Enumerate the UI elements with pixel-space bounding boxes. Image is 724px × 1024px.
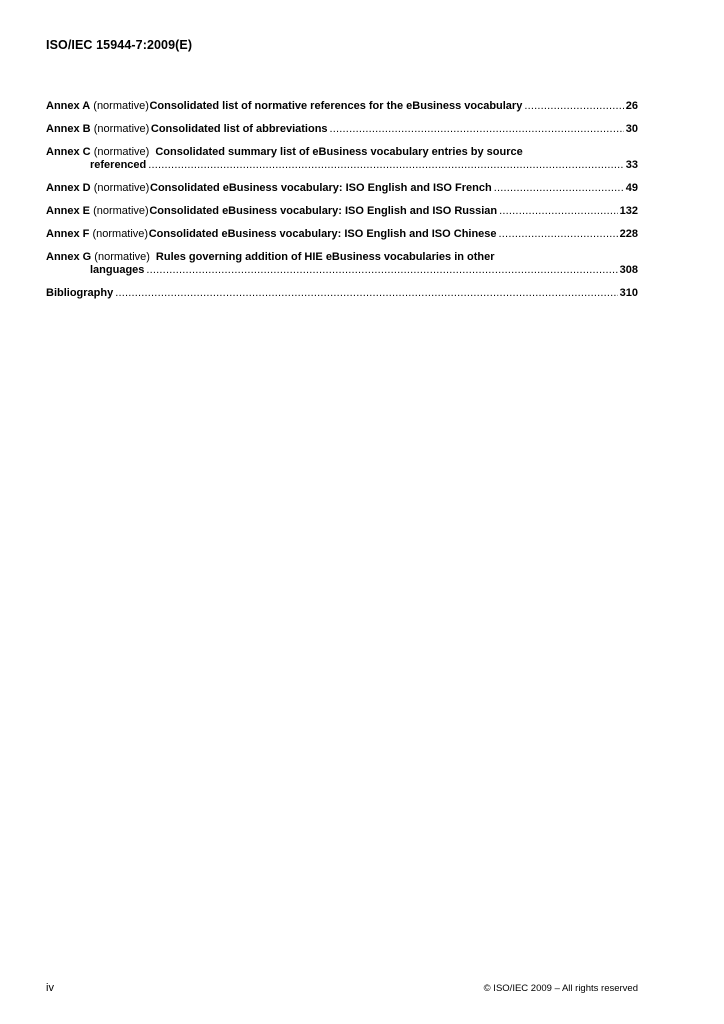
- leader-dots: [330, 123, 624, 136]
- page-number: 49: [625, 182, 638, 194]
- bibliography-label: Bibliography: [46, 287, 114, 299]
- annex-type: (normative): [93, 146, 150, 158]
- annex-title: Consolidated list of normative references for the eBusiness vocabulary: [149, 100, 523, 112]
- page-number: 310: [619, 287, 638, 299]
- annex-title: Consolidated list of abbreviations: [150, 123, 328, 135]
- annex-type: (normative): [93, 205, 149, 217]
- annex-title: Consolidated eBusiness vocabulary: ISO English and ISO French: [150, 182, 492, 194]
- page-number: 26: [625, 100, 638, 112]
- footer-page-number: iv: [46, 982, 54, 994]
- annex-label: Annex E: [46, 205, 91, 217]
- toc-entry-annex-b[interactable]: [46, 123, 638, 136]
- toc-entry-annex-f[interactable]: [46, 228, 638, 241]
- annex-type: (normative): [93, 182, 150, 194]
- toc-entry-annex-e[interactable]: [46, 205, 638, 218]
- annex-label: Annex F: [46, 228, 90, 240]
- annex-type: (normative): [92, 228, 149, 240]
- annex-label: Annex C: [46, 146, 91, 158]
- toc-entry-annex-c[interactable]: [46, 146, 638, 172]
- page-number: 132: [619, 205, 638, 217]
- toc-entry-annex-d[interactable]: [46, 182, 638, 195]
- annex-title: Consolidated eBusiness vocabulary: ISO English and ISO Russian: [149, 205, 498, 217]
- annex-type: (normative): [93, 123, 150, 135]
- annex-title: Rules governing addition of HIE eBusiness vocabularies in other: [155, 251, 495, 263]
- annex-label: Annex G: [46, 251, 92, 263]
- page-number: 30: [625, 123, 638, 135]
- leader-dots: [524, 100, 623, 113]
- annex-label: Annex B: [46, 123, 91, 135]
- document-header-title: ISO/IEC 15944-7:2009(E): [46, 38, 193, 52]
- leader-dots: [499, 228, 618, 241]
- page-number: 33: [625, 159, 638, 171]
- toc-entry-annex-a[interactable]: [46, 100, 638, 113]
- leader-dots: [146, 264, 617, 277]
- leader-dots: [494, 182, 624, 195]
- leader-dots: [148, 159, 623, 172]
- annex-title-continued: languages: [90, 264, 145, 276]
- annex-title: Consolidated summary list of eBusiness vocabulary entries by source: [155, 146, 523, 158]
- annex-title: Consolidated eBusiness vocabulary: ISO English and ISO Chinese: [148, 228, 497, 240]
- toc-entry-bibliography[interactable]: [46, 287, 638, 300]
- annex-label: Annex A: [46, 100, 91, 112]
- footer-copyright: © ISO/IEC 2009 – All rights reserved: [483, 983, 638, 994]
- annex-title-continued: referenced: [90, 159, 147, 171]
- toc-entry-annex-g[interactable]: [46, 251, 638, 277]
- page-number: 308: [619, 264, 638, 276]
- annex-type: (normative): [94, 251, 150, 263]
- annex-type: (normative): [93, 100, 149, 112]
- table-of-contents: [46, 100, 638, 310]
- leader-dots: [115, 287, 617, 300]
- page-number: 228: [619, 228, 638, 240]
- leader-dots: [499, 205, 617, 218]
- annex-label: Annex D: [46, 182, 91, 194]
